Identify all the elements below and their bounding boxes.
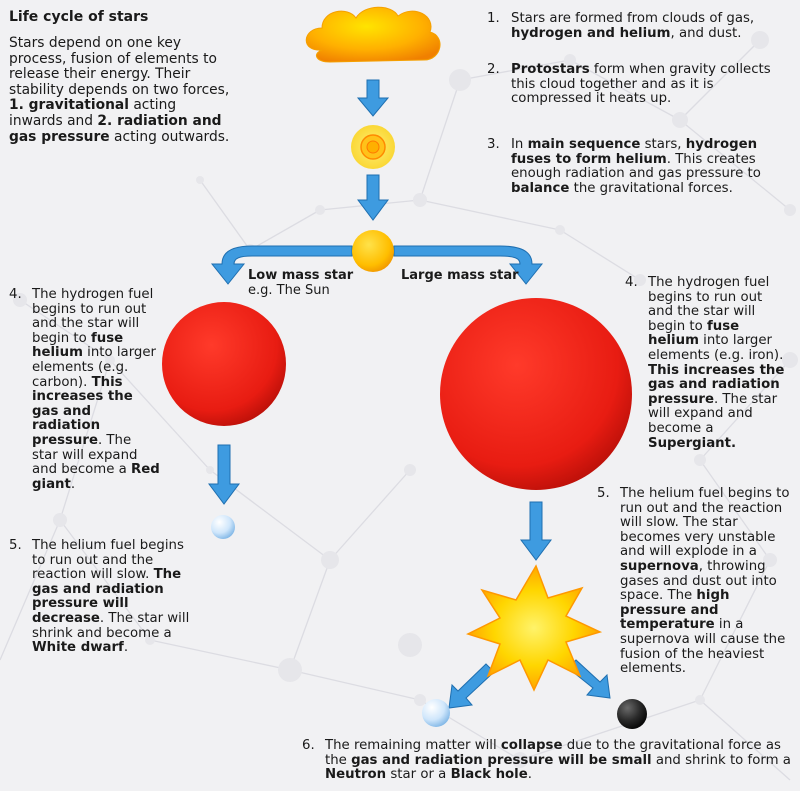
step-4-high-number: 4. [625, 275, 638, 290]
gas-cloud-icon [306, 7, 440, 62]
arrow-down-1 [358, 80, 388, 116]
intro-text: Stars depend on one key process, fusion of elements to release their energy. Their stability depends on two forces, 1. gravitational acting inwards and 2. radiation and gas pressure acting outwards. [9, 35, 230, 145]
black-hole-icon [617, 699, 647, 729]
step-5-low-number: 5. [9, 538, 22, 553]
step-3-text: In main sequence stars, hydrogen fuses to form helium. This creates enough radiation and gas pressure to balance the gravitational forces. [511, 137, 761, 196]
protostar-icon [351, 125, 395, 169]
low-mass-label: Low mass star [248, 268, 354, 283]
main-sequence-star-icon [352, 230, 394, 272]
page-title: Life cycle of stars [9, 9, 149, 25]
supergiant-icon [440, 298, 632, 490]
step-5-high-number: 5. [597, 486, 610, 501]
step-1-number: 1. [487, 11, 500, 26]
step-4-high-text: The hydrogen fuel begins to run out and the star will begin to fuse helium into larger elements (e.g. iron). This increases the gas and radiation pressure. The star will expand and become a Supergiant. [648, 275, 785, 451]
low-mass-example: e.g. The Sun [248, 283, 330, 298]
white-dwarf-icon [211, 515, 235, 539]
step-1-text: Stars are formed from clouds of gas, hydrogen and helium, and dust. [511, 11, 755, 41]
step-2-number: 2. [487, 62, 500, 77]
arrow-down-low [209, 445, 239, 504]
step-6-number: 6. [302, 738, 315, 753]
step-6-text: The remaining matter will collapse due to the gravitational force as the gas and radiation pressure will be small and shrink to form a Neutron star or a Black hole. [325, 738, 791, 783]
step-5-low-text: The helium fuel begins to run out and the reaction will slow. The gas and radiation pressure will decrease. The star will shrink and become a White dwarf. [32, 538, 190, 656]
red-giant-icon [162, 302, 286, 426]
step-4-low-number: 4. [9, 287, 22, 302]
step-3-number: 3. [487, 137, 500, 152]
large-mass-label: Large mass star [401, 268, 519, 283]
arrow-down-high [521, 502, 551, 560]
neutron-star-icon [422, 699, 450, 727]
step-2-text: Protostars form when gravity collects this cloud together and as it is compressed it heats up. [511, 62, 771, 107]
arrow-diag-left [449, 664, 494, 708]
arrow-down-2 [358, 175, 388, 220]
step-4-low-text: The hydrogen fuel begins to run out and the star will begin to fuse helium into larger elements (e.g. carbon). This increases the gas and radiation pressure. The star will expand and become a Red giant. [32, 287, 160, 492]
step-5-high-text: The helium fuel begins to run out and the reaction will slow. The star becomes very unstable and will explode in a supernova, throwing gases and dust out into space. The high pressure and temperature in a supernova will cause the fusion of the heaviest elements. [620, 486, 790, 677]
